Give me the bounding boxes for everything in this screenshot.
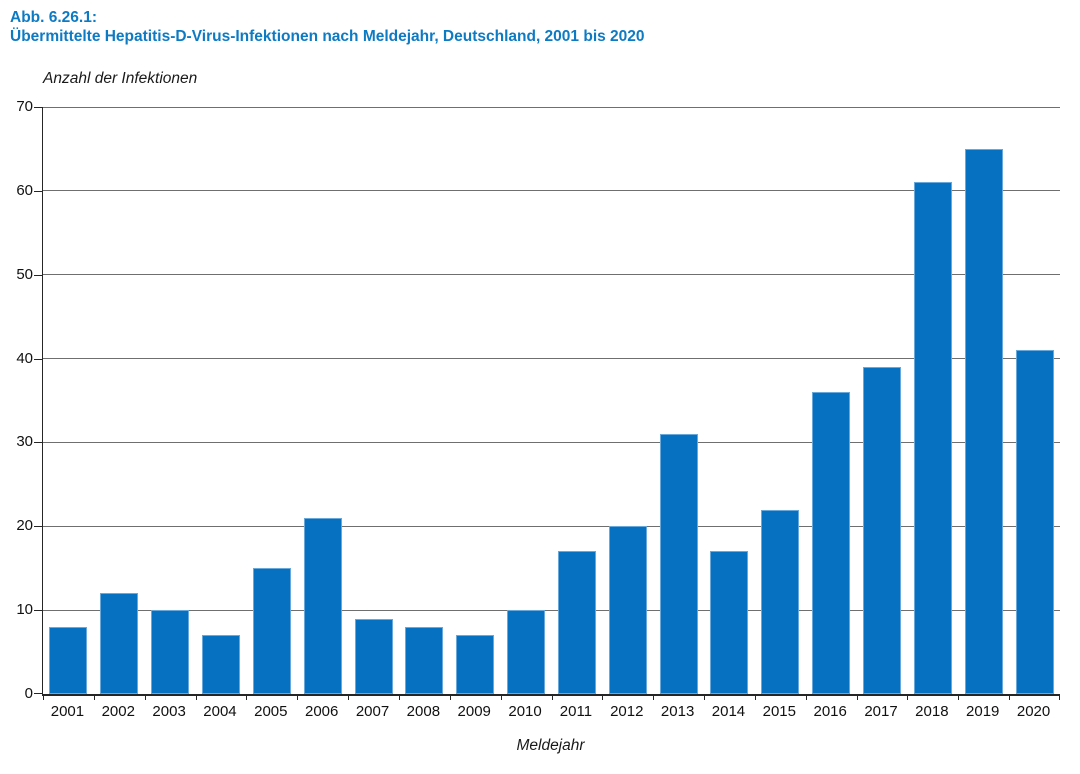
y-axis-tick-10 — [34, 610, 43, 611]
x-axis-tick-7 — [399, 694, 400, 700]
y-axis-tick-label-10: 10 — [16, 601, 33, 619]
bar-2010 — [507, 610, 545, 694]
gridline-y-40 — [43, 358, 1060, 359]
bar-2004 — [202, 635, 240, 694]
x-axis-tick-5 — [297, 694, 298, 700]
x-axis-tick-8 — [450, 694, 451, 700]
y-axis-tick-label-0: 0 — [24, 685, 33, 702]
x-axis-tick-1 — [94, 694, 95, 700]
x-axis-tick-label-2002: 2002 — [101, 703, 135, 720]
bar-2008 — [405, 627, 443, 694]
bar-2002 — [100, 593, 138, 694]
x-axis-tick-label-2012: 2012 — [610, 703, 644, 720]
gridline-y-30 — [43, 442, 1060, 443]
y-axis-tick-label-70: 70 — [16, 98, 33, 115]
bar-2011 — [558, 551, 596, 694]
y-axis-tick-label-50: 50 — [16, 265, 33, 283]
x-axis-tick-label-2008: 2008 — [406, 703, 441, 720]
gridline-y-60 — [43, 190, 1060, 191]
gridline-y-20 — [43, 526, 1060, 527]
bar-2007 — [355, 619, 393, 694]
x-axis-tick-label-2016: 2016 — [813, 703, 847, 720]
x-axis-tick-20 — [1059, 694, 1060, 700]
y-axis-tick-label-60: 60 — [16, 181, 33, 199]
bar-2006 — [304, 518, 342, 694]
gridline-y-50 — [43, 274, 1060, 275]
x-axis-tick-15 — [806, 694, 807, 700]
bar-2020 — [1016, 350, 1054, 694]
bar-2001 — [49, 627, 87, 694]
x-axis-tick-16 — [857, 694, 858, 700]
x-axis-tick-label-2014: 2014 — [711, 703, 746, 720]
figure-caption — [10, 8, 645, 46]
x-axis-tick-18 — [958, 694, 959, 700]
x-axis-tick-label-2004: 2004 — [203, 703, 237, 720]
x-axis-tick-label-2005: 2005 — [254, 703, 288, 720]
x-axis-tick-label-2020: 2020 — [1016, 703, 1051, 720]
y-axis-tick-60 — [34, 191, 43, 192]
bar-2013 — [660, 434, 698, 694]
y-axis-tick-30 — [34, 442, 43, 443]
x-axis-tick-2 — [145, 694, 146, 700]
bar-2014 — [710, 551, 748, 694]
y-axis-tick-40 — [34, 359, 43, 360]
x-axis-tick-4 — [246, 694, 247, 700]
x-axis-tick-label-2019: 2019 — [966, 703, 1000, 720]
x-axis-tick-14 — [755, 694, 756, 700]
bar-2003 — [151, 610, 189, 694]
x-axis-tick-label-2018: 2018 — [915, 703, 949, 720]
x-axis-tick-11 — [602, 694, 603, 700]
x-axis-tick-label-2017: 2017 — [864, 703, 898, 720]
bar-2012 — [609, 526, 647, 694]
x-axis-tick-13 — [704, 694, 705, 700]
x-axis-tick-label-2009: 2009 — [457, 703, 491, 720]
x-axis-tick-19 — [1009, 694, 1010, 700]
x-axis-tick-6 — [348, 694, 349, 700]
bar-2009 — [456, 635, 494, 694]
bar-2016 — [812, 392, 850, 694]
gridline-y-70 — [43, 107, 1060, 108]
x-axis-title: Meldejahr — [516, 737, 585, 754]
bar-2015 — [761, 510, 799, 694]
bar-2017 — [863, 367, 901, 694]
x-axis-tick-0 — [43, 694, 44, 700]
bar-2018 — [914, 182, 952, 694]
y-axis-tick-70 — [34, 107, 43, 108]
y-axis-tick-50 — [34, 275, 43, 276]
x-axis-tick-3 — [196, 694, 197, 700]
x-axis-tick-label-2001: 2001 — [50, 703, 85, 720]
plot-area — [42, 107, 1060, 696]
y-axis-tick-label-40: 40 — [16, 349, 33, 367]
x-axis-tick-label-2003: 2003 — [152, 703, 186, 720]
x-axis-tick-17 — [907, 694, 908, 700]
bar-2019 — [965, 149, 1003, 694]
figure-number: Abb. 6.26.1: — [10, 9, 97, 26]
x-axis-tick-10 — [552, 694, 553, 700]
x-axis-tick-label-2015: 2015 — [762, 703, 796, 720]
bar-2005 — [253, 568, 291, 694]
x-axis-tick-label-2010: 2010 — [508, 703, 542, 720]
y-axis-tick-0 — [34, 693, 43, 694]
gridline-y-10 — [43, 610, 1060, 611]
x-axis-tick-label-2007: 2007 — [355, 703, 390, 720]
x-axis-tick-label-2013: 2013 — [660, 703, 695, 720]
x-axis-tick-label-2011: 2011 — [559, 703, 593, 720]
y-axis-tick-label-20: 20 — [16, 517, 33, 535]
figure-title: Übermittelte Hepatitis-D-Virus-Infektionen nach Meldejahr, Deutschland, 2001 bis 2020 — [10, 28, 645, 45]
y-axis-tick-label-30: 30 — [16, 433, 33, 451]
x-axis-tick-label-2006: 2006 — [304, 703, 339, 720]
x-axis-tick-9 — [501, 694, 502, 700]
y-axis-tick-20 — [34, 526, 43, 527]
y-axis-title: Anzahl der Infektionen — [43, 70, 198, 87]
x-axis-tick-12 — [653, 694, 654, 700]
